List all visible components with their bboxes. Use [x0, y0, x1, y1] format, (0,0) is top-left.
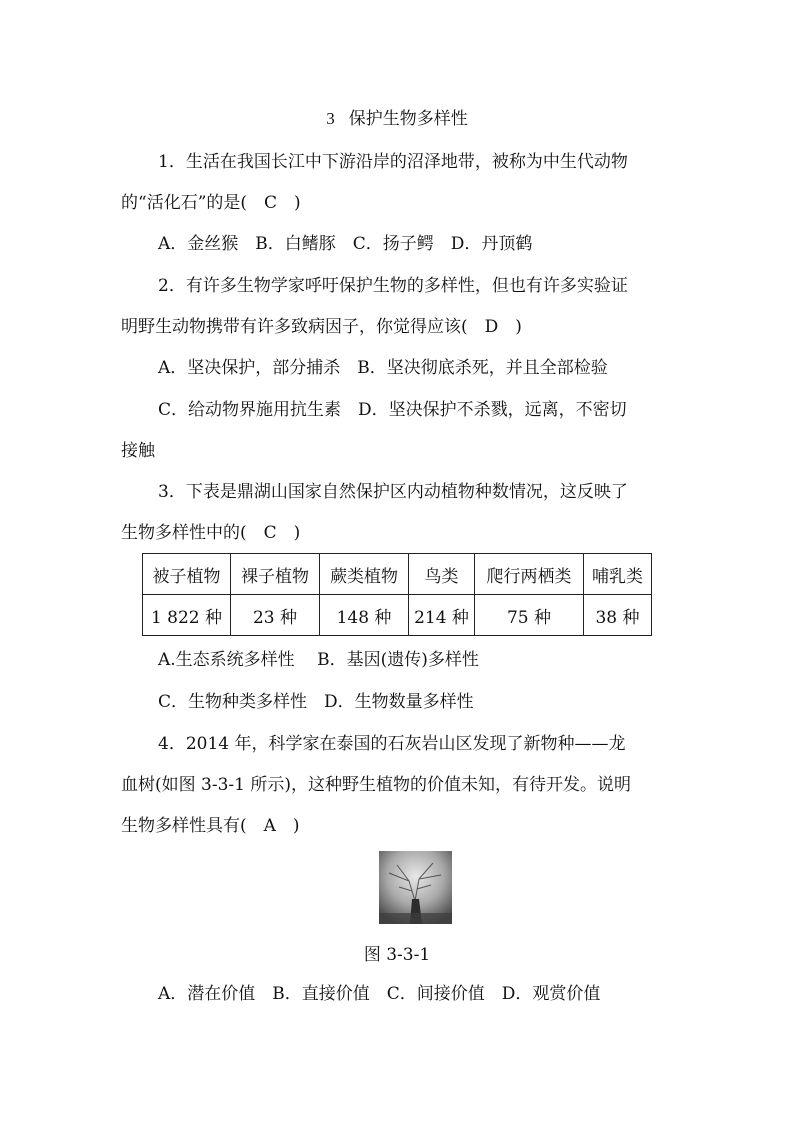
- q4-stem-line1: 4．2014 年，科学家在泰国的石灰岩山区发现了新物种——龙: [158, 734, 626, 754]
- table-cell: 38 种: [584, 595, 652, 636]
- table-cell: 214 种: [409, 595, 475, 636]
- table-header-cell: 鸟类: [409, 554, 475, 595]
- q3-stem-line1: 3．下表是鼎湖山国家自然保护区内动植物种数情况，这反映了: [158, 482, 628, 502]
- table-header-cell: 爬行两栖类: [475, 554, 584, 595]
- figure-caption: 图 3-3-1: [363, 945, 431, 965]
- tree-image: [379, 851, 452, 924]
- table-cell: 1 822 种: [143, 595, 231, 636]
- table-row: [143, 595, 652, 636]
- q2-stem-line2: 明野生动物携带有许多致病因子，你觉得应该( D ): [121, 317, 522, 337]
- q2-options-cd: C．给动物界施用抗生素 D．坚决保护不杀戮，远离，不密切: [158, 400, 627, 420]
- table-cell: 23 种: [231, 595, 320, 636]
- table-header-cell: 被子植物: [143, 554, 231, 595]
- table-header-row: [143, 554, 652, 595]
- q4-stem-line3: 生物多样性具有( A ): [121, 816, 300, 836]
- q2-options-ab: A．坚决保护，部分捕杀 B．坚决彻底杀死，并且全部检验: [158, 358, 608, 378]
- q1-stem-line1: 1．生活在我国长江中下游沿岸的沼泽地带，被称为中生代动物: [158, 152, 628, 172]
- q3-options-cd: C．生物种类多样性 D．生物数量多样性: [158, 692, 474, 712]
- q1-options: A．金丝猴 B．白鳍豚 C．扬子鳄 D．丹顶鹤: [158, 234, 533, 254]
- dragon-blood-tree-photo: [379, 851, 452, 924]
- table-cell: 75 种: [475, 595, 584, 636]
- q3-stem-line2: 生物多样性中的( C ): [121, 523, 301, 543]
- table-header-cell: 哺乳类: [584, 554, 652, 595]
- table-cell: 148 种: [320, 595, 409, 636]
- q1-stem-line2: 的“活化石”的是( C ): [121, 193, 301, 213]
- q2-stem-line1: 2．有许多生物学家呼吁保护生物的多样性，但也有许多实验证: [158, 276, 628, 296]
- q4-options: A．潜在价值 B．直接价值 C．间接价值 D．观赏价值: [158, 984, 601, 1004]
- table-header-cell: 蕨类植物: [320, 554, 409, 595]
- section-number: 3: [326, 109, 335, 128]
- table-header-cell: 裸子植物: [231, 554, 320, 595]
- q2-options-cd-cont: 接触: [121, 441, 155, 461]
- q4-stem-line2: 血树(如图 3-3-1 所示)，这种野生植物的价值未知，有待开发。说明: [121, 775, 632, 795]
- section-title: [0, 104, 794, 129]
- species-count-table: [142, 553, 652, 636]
- q3-options-ab: A.生态系统多样性 B．基因(遗传)多样性: [158, 650, 479, 670]
- section-title-text: 保护生物多样性: [348, 109, 468, 129]
